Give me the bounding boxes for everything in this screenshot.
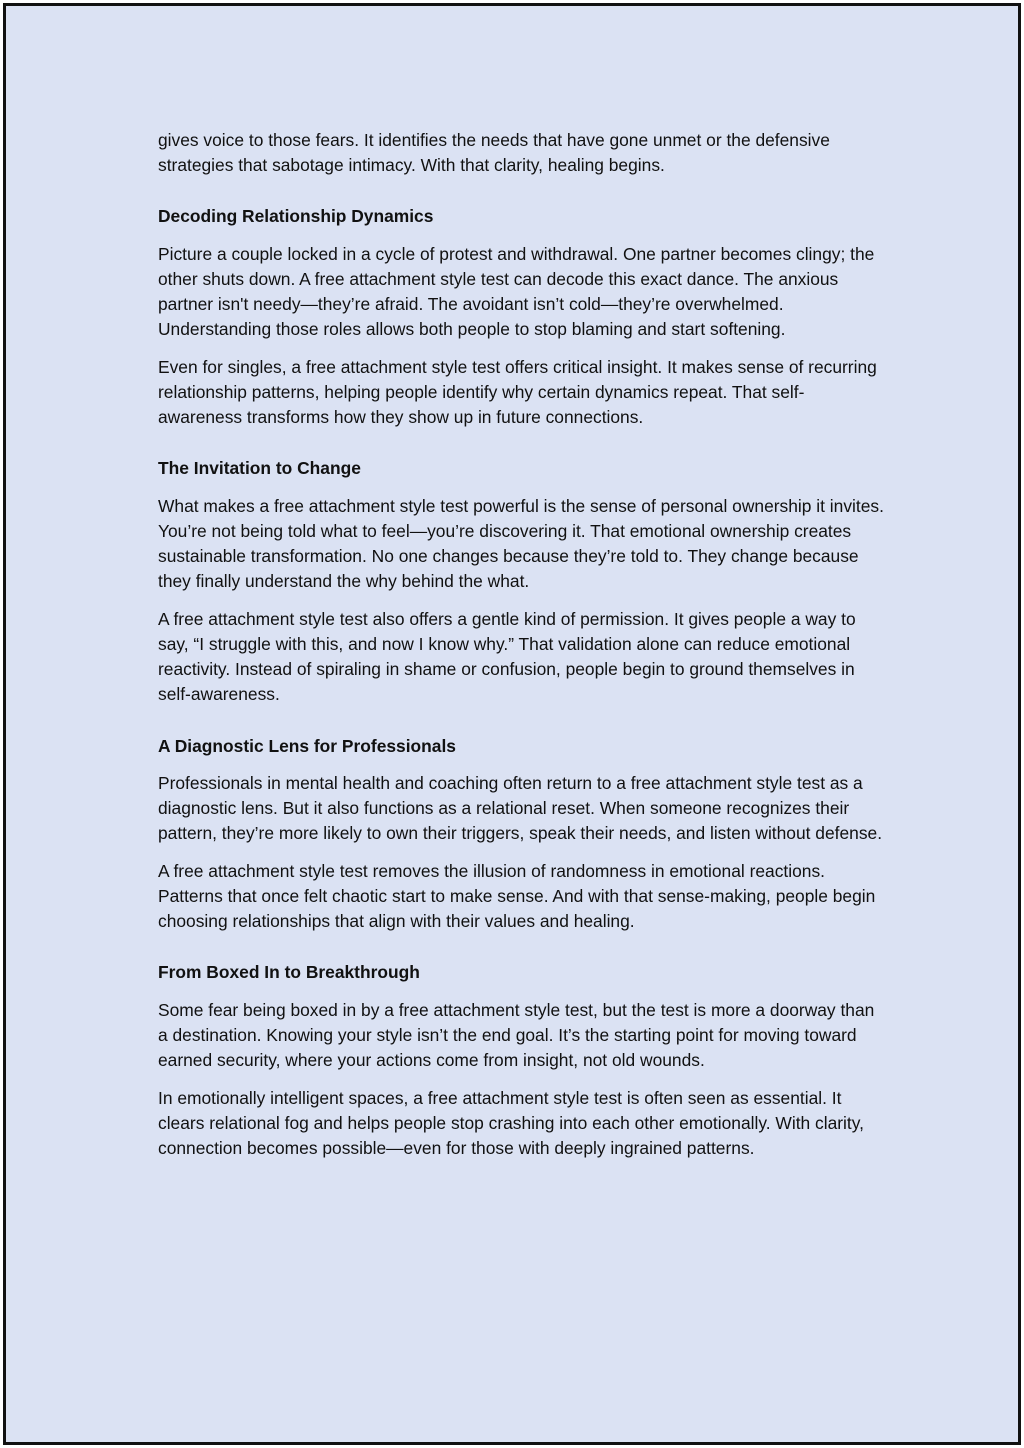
paragraph: Picture a couple locked in a cycle of protest and withdrawal. One partner becomes clingy; the other shuts down. A free attachment style test can decode this exact dance. The anxious partner isn't needy—they’re afraid. The avoidant isn’t cold—they’re overwhelmed. Understanding those roles allows both people to stop blaming and start softening. <box>158 243 875 340</box>
intro-paragraph: gives voice to those fears. It identifies the needs that have gone unmet or the defensive strategies that sabotage intimacy. With that clarity, healing begins. <box>158 130 830 176</box>
document-page <box>3 3 1021 1445</box>
paragraph: What makes a free attachment style test powerful is the sense of personal ownership it invites. You’re not being told what to feel—you’re discovering it. That emotional ownership creates sustainable transformation. No one changes because they’re told to. They change because they finally understand the why behind the what. <box>158 495 884 592</box>
paragraph: A free attachment style test removes the illusion of randomness in emotional reactions. Patterns that once felt chaotic start to make sense. And with that sense-making, people begin choosing relationships that align with their values and healing. <box>158 860 876 932</box>
section-heading-invitation: The Invitation to Change <box>158 458 361 479</box>
document-body <box>158 128 888 1174</box>
paragraph: In emotionally intelligent spaces, a free attachment style test is often seen as essential. It clears relational fog and helps people stop crashing into each other emotionally. With clarity, connection becomes possible—even for those with deeply ingrained patterns. <box>158 1087 864 1159</box>
paragraph: Even for singles, a free attachment style test offers critical insight. It makes sense of recurring relationship patterns, helping people identify why certain dynamics repeat. That self-awareness transforms how they show up in future connections. <box>158 356 877 428</box>
paragraph: Some fear being boxed in by a free attachment style test, but the test is more a doorway than a destination. Knowing your style isn’t the end goal. It’s the starting point for moving toward earned security, where your actions come from insight, not old wounds. <box>158 999 875 1071</box>
paragraph: Professionals in mental health and coaching often return to a free attachment style test as a diagnostic lens. But it also functions as a relational reset. When someone recognizes their pattern, they’re more likely to own their triggers, speak their needs, and listen without defense. <box>158 772 883 844</box>
section-heading-decoding: Decoding Relationship Dynamics <box>158 206 434 227</box>
section-heading-diagnostic: A Diagnostic Lens for Professionals <box>158 735 456 756</box>
paragraph: A free attachment style test also offers a gentle kind of permission. It gives people a way to say, “I struggle with this, and now I know why.” That validation alone can reduce emotional reactivity. Instead of spiraling in shame or confusion, people begin to ground themselves in self-awareness. <box>158 608 856 705</box>
section-heading-boxed-in: From Boxed In to Breakthrough <box>158 962 420 983</box>
